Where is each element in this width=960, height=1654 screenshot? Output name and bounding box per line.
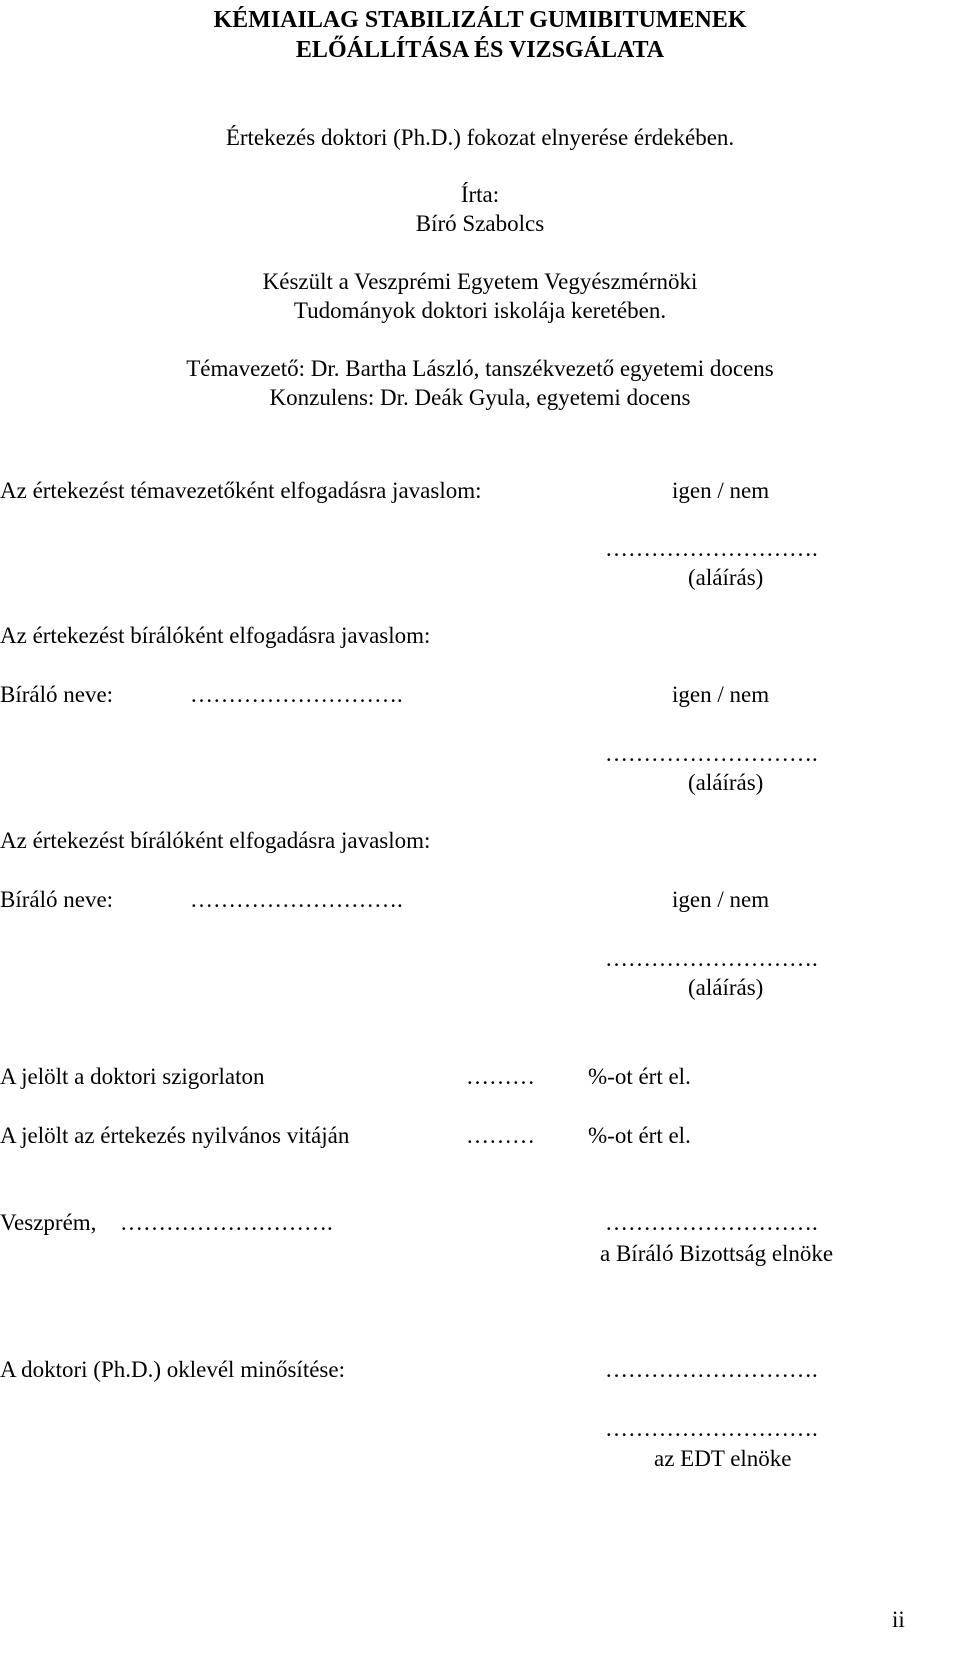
reviewer-2-recommendation-text: Az értekezést bírálóként elfogadásra javaslom: [0, 828, 431, 853]
reviewer-1-choice: igen / nem [672, 682, 770, 707]
reviewer-2-name-label: Bíráló neve: [0, 887, 114, 912]
thesis-title-line-2: ELŐÁLLÍTÁSA ÉS VIZSGÁLATA [295, 37, 665, 63]
supervisor-signature-label: (aláírás) [688, 565, 764, 590]
reviewer-2-signature-dots: ………………………. [605, 946, 818, 971]
edt-chair-label: az EDT elnöke [654, 1446, 792, 1471]
supervisor-recommendation-text: Az értekezést témavezetőként elfogadásra javaslom: [0, 478, 482, 503]
reviewer-1-signature-label: (aláírás) [688, 770, 764, 795]
supervisor-choice: igen / nem [672, 478, 770, 503]
consultant-line: Konzulens: Dr. Deák Gyula, egyetemi docens [269, 385, 691, 410]
reviewer-2-choice: igen / nem [672, 887, 770, 912]
result-exam-label: A jelölt a doktori szigorlaton [0, 1064, 265, 1089]
committee-chair-label: a Bíráló Bizottság elnöke [600, 1241, 834, 1266]
date-dots: ………………………. [120, 1210, 333, 1235]
reviewer-1-name-label: Bíráló neve: [0, 682, 114, 707]
author-name: Bíró Szabolcs [415, 211, 545, 236]
result-defense-label: A jelölt az értekezés nyilvános vitáján [0, 1123, 350, 1148]
diploma-rating-label: A doktori (Ph.D.) oklevél minősítése: [0, 1357, 345, 1382]
reviewer-2-name-dots: ………………………. [190, 887, 403, 912]
result-exam-suffix: %-ot ért el. [588, 1064, 691, 1089]
institution-line-2: Tudományok doktori iskolája keretében. [293, 298, 667, 323]
author-label: Írta: [460, 182, 500, 207]
reviewer-1-recommendation-text: Az értekezést bírálóként elfogadásra javaslom: [0, 623, 431, 648]
page-number: ii [892, 1607, 905, 1632]
reviewer-1-signature-dots: ………………………. [605, 741, 818, 766]
result-defense-suffix: %-ot ért el. [588, 1123, 691, 1148]
result-defense-dots: ……… [466, 1123, 535, 1148]
reviewer-1-name-dots: ………………………. [190, 682, 403, 707]
diploma-rating-dots: ………………………. [605, 1357, 818, 1382]
committee-signature-dots: ………………………. [605, 1210, 818, 1235]
reviewer-2-signature-label: (aláírás) [688, 975, 764, 1000]
institution-line-1: Készült a Veszprémi Egyetem Vegyészmérnöki [262, 269, 698, 294]
supervisor-signature-dots: ………………………. [605, 536, 818, 561]
result-exam-dots: ……… [466, 1064, 535, 1089]
thesis-subtitle: Értekezés doktori (Ph.D.) fokozat elnyerése érdekében. [225, 125, 735, 150]
place-label: Veszprém, [0, 1210, 97, 1235]
edt-signature-dots: ………………………. [605, 1416, 818, 1441]
thesis-title-line-1: KÉMIAILAG STABILIZÁLT GUMIBITUMENEK [213, 7, 747, 33]
supervisor-line: Témavezető: Dr. Bartha László, tanszékvezető egyetemi docens [186, 356, 774, 381]
